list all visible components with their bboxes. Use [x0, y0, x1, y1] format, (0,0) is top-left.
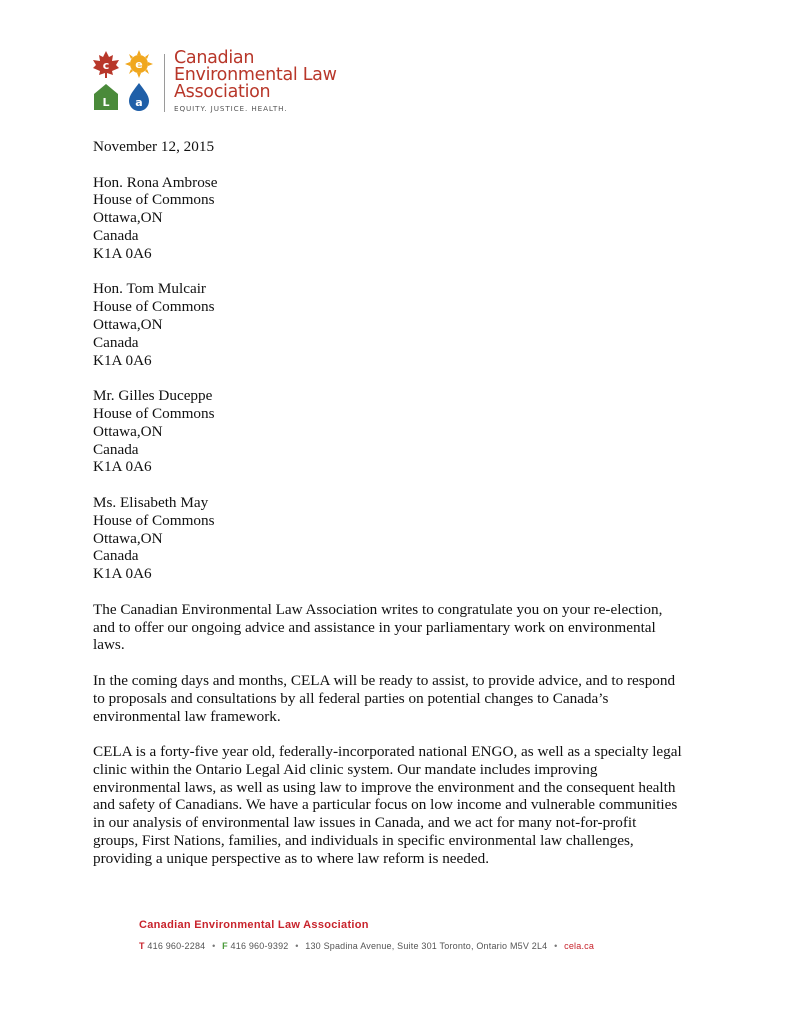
- cela-logo: [92, 50, 352, 116]
- paragraph-line: groups, First Nations, families, and individuals in specific environmental law challenges,: [93, 832, 634, 850]
- footer-org-name: Canadian Environmental Law Association: [139, 919, 369, 931]
- paragraph-line: and to offer our ongoing advice and assistance in your parliamentary work on environmental: [93, 618, 656, 636]
- paragraph-line: providing a unique perspective as to where law reform is needed.: [93, 849, 490, 867]
- body-paragraph: [93, 743, 733, 868]
- paragraph-line: laws.: [93, 636, 125, 654]
- address-line: House of Commons: [93, 511, 215, 529]
- address-line: Ottawa,ON: [93, 422, 163, 440]
- recipient-address: [93, 387, 733, 476]
- recipient-name: Hon. Tom Mulcair: [93, 280, 206, 298]
- paragraph-line: to proposals and consultations by all federal parties on potential changes to Canada’s: [93, 689, 609, 707]
- recipient-name: Mr. Gilles Duceppe: [93, 387, 213, 405]
- body-paragraph: [93, 672, 733, 725]
- address-line: House of Commons: [93, 298, 215, 316]
- recipient-address: [93, 494, 733, 583]
- address-line: House of Commons: [93, 404, 215, 422]
- street-address: 130 Spadina Avenue, Suite 301 Toronto, Ontario M5V 2L4: [305, 941, 548, 951]
- logo-letter-a: a: [135, 96, 143, 109]
- maple-leaf-icon: [93, 51, 119, 78]
- logo-letter-c: c: [102, 59, 110, 72]
- house-icon: [94, 84, 118, 110]
- separator-dot: •: [212, 941, 216, 951]
- separator-dot: •: [554, 941, 558, 951]
- address-line: House of Commons: [93, 191, 215, 209]
- logo-letter-l: L: [102, 96, 110, 109]
- letter-date: November 12, 2015: [93, 138, 215, 155]
- water-drop-icon: [129, 83, 149, 111]
- postal-code: K1A 0A6: [93, 458, 152, 476]
- recipient-address: [93, 280, 733, 369]
- footer-contact-line: [139, 941, 659, 951]
- paragraph-line: The Canadian Environmental Law Association writes to congratulate you on your re-election,: [93, 600, 663, 618]
- address-line: Canada: [93, 226, 139, 244]
- logo-name-line: Environmental Law: [174, 65, 337, 85]
- paragraph-line: In the coming days and months, CELA will be ready to assist, to provide advice, and to respond: [93, 671, 676, 689]
- paragraph-line: environmental law framework.: [93, 707, 281, 725]
- logo-name-line: Association: [174, 82, 271, 102]
- address-line: Canada: [93, 440, 139, 458]
- address-line: Ottawa,ON: [93, 315, 163, 333]
- paragraph-line: clinic within the Ontario Legal Aid clinic system. Our mandate includes improving: [93, 760, 598, 778]
- postal-code: K1A 0A6: [93, 565, 152, 583]
- address-line: Ottawa,ON: [93, 209, 163, 227]
- address-line: Ottawa,ON: [93, 529, 163, 547]
- postal-code: K1A 0A6: [93, 244, 152, 262]
- fax-label: F: [222, 941, 228, 951]
- postal-code: K1A 0A6: [93, 351, 152, 369]
- address-line: Canada: [93, 547, 139, 565]
- logo-name-line: Canadian: [174, 48, 255, 68]
- paragraph-line: CELA is a forty-five year old, federally-incorporated national ENGO, as well as a specialty legal: [93, 743, 682, 761]
- recipient-address: [93, 174, 733, 263]
- website-link[interactable]: cela.ca: [564, 941, 595, 951]
- recipient-name: Ms. Elisabeth May: [93, 493, 209, 511]
- logo-letter-e: e: [135, 58, 143, 71]
- sun-icon: [125, 50, 153, 78]
- paragraph-line: in our analysis of environmental law issues in Canada, and we act for many not-for-profit: [93, 814, 637, 832]
- phone-label: T: [139, 941, 145, 951]
- fax-number: 416 960-9392: [230, 941, 289, 951]
- recipient-name: Hon. Rona Ambrose: [93, 173, 218, 191]
- separator-dot: •: [295, 941, 299, 951]
- paragraph-line: and safety of Canadians. We have a particular focus on low income and vulnerable communities: [93, 796, 678, 814]
- logo-divider: [164, 54, 165, 112]
- letter-body: [93, 138, 733, 885]
- logo-tagline: EQUITY. JUSTICE. HEALTH.: [174, 104, 288, 113]
- logo-wordmark: [174, 50, 337, 113]
- body-paragraph: [93, 601, 733, 654]
- paragraph-line: environmental laws, as well as using law to improve the environment and the consequent health: [93, 778, 676, 796]
- letterhead-footer: [139, 919, 659, 951]
- phone-number: 416 960-2284: [147, 941, 206, 951]
- logo-icons: [92, 50, 154, 112]
- address-line: Canada: [93, 333, 139, 351]
